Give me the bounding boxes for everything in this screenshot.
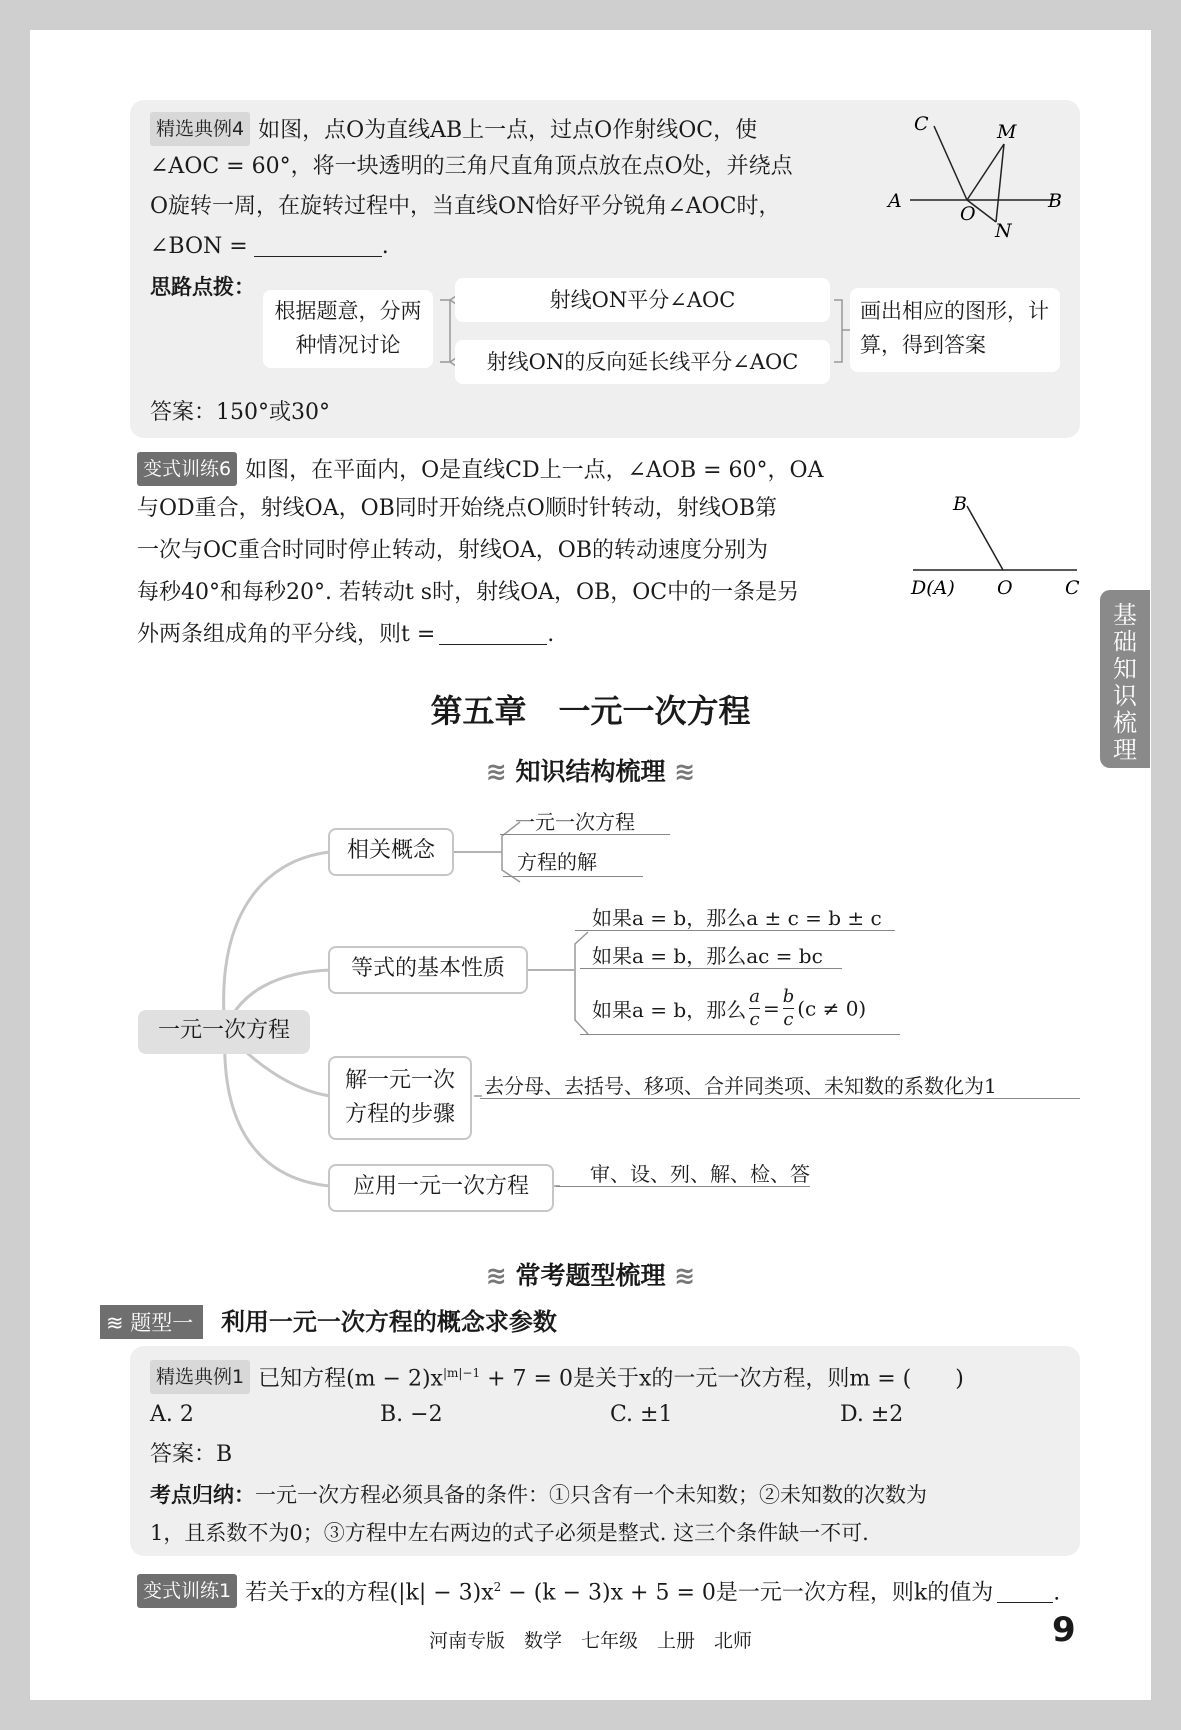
frac-equals: =	[762, 996, 780, 1021]
example4-text4: ∠BON =	[150, 234, 248, 259]
example4-text1: 如图，点O为直线AB上一点，过点O作射线OC，使	[258, 118, 758, 143]
frac-num: a	[749, 986, 760, 1007]
drill6-line4: 每秒40°和每秒20°. 若转动t s时，射线OA，OB，OC中的一条是另	[137, 580, 800, 605]
drill1-tag: 变式训练1	[137, 1574, 237, 1608]
example1-q-post: + 7 = 0是关于x的一元一次方程，则m = ( )	[480, 1366, 964, 1392]
fig-label-m: M	[997, 121, 1017, 143]
fraction-a-over-c	[749, 986, 760, 1031]
fig-label-a: A	[888, 190, 902, 212]
drill6-tag: 变式训练6	[137, 452, 237, 486]
hint-box-3: 射线ON的反向延长线平分∠AOC	[455, 340, 830, 384]
underline	[503, 876, 643, 877]
mindmap-node-properties[interactable]: 等式的基本性质	[328, 946, 528, 994]
drill1-blank[interactable]	[997, 1580, 1053, 1603]
summary-label: 考点归纳：	[150, 1483, 255, 1507]
property-3-suffix: (c ≠ 0)	[797, 996, 867, 1021]
example1-option-d[interactable]: D. ±2	[840, 1402, 904, 1427]
page-number: 9	[1052, 1610, 1076, 1650]
wave-icon: ≋	[485, 757, 507, 786]
section-heading-types	[0, 1256, 1181, 1292]
drill1-question	[137, 1572, 1060, 1608]
example1-answer: 答案：B	[150, 1442, 233, 1467]
drill6-text5-end: .	[547, 622, 555, 647]
steps-line1: 解一元一次	[344, 1068, 455, 1093]
drill6-line2: 与OD重合，射线OA，OB同时开始绕点O顺时针转动，射线OB第	[137, 496, 778, 521]
section2-label: 常考题型梳理	[515, 1261, 666, 1290]
mindmap-leaf-property-3	[592, 986, 866, 1031]
hint-label: 思路点拨：	[150, 275, 255, 299]
fig6-label-c: C	[1065, 577, 1080, 599]
frac-num: b	[782, 986, 795, 1007]
drill1-q-pre: 若关于x的方程(|k| − 3)x	[245, 1580, 494, 1606]
underline	[556, 1186, 810, 1187]
example1-option-b[interactable]: B. −2	[380, 1402, 443, 1427]
example1-q-pre: 已知方程(m − 2)x	[258, 1366, 443, 1392]
drill6-line3: 一次与OC重合时同时停止转动，射线OA，OB的转动速度分别为	[137, 538, 768, 563]
fig-label-c: C	[914, 113, 929, 135]
drill1-q-end: .	[1053, 1580, 1061, 1606]
example4-tag: 精选典例4	[150, 112, 250, 146]
fig6-label-b: B	[953, 493, 967, 515]
example1-option-a[interactable]: A. 2	[150, 1402, 194, 1427]
fig6-label-da: D(A)	[911, 577, 955, 599]
wave-icon: ≋	[106, 1311, 124, 1335]
footer-text: 河南专版 数学 七年级 上册 北师	[428, 1630, 752, 1652]
frac-den: c	[783, 1009, 794, 1030]
drill6-text5: 外两条组成角的平分线，则t =	[137, 622, 436, 647]
type1-badge	[100, 1305, 203, 1339]
mindmap-node-concepts[interactable]: 相关概念	[328, 828, 454, 876]
example1-tag: 精选典例1	[150, 1360, 250, 1394]
example1-question	[150, 1358, 964, 1394]
type1-tag: 题型一	[130, 1311, 194, 1335]
mindmap-node-steps[interactable]	[328, 1056, 472, 1140]
fig-label-n: N	[995, 220, 1012, 242]
type1-heading	[100, 1302, 557, 1339]
wave-icon: ≋	[674, 1261, 696, 1290]
mindmap-leaf-application: 审、设、列、解、检、答	[590, 1162, 810, 1186]
mindmap-node-application[interactable]: 应用一元一次方程	[328, 1164, 554, 1212]
example4-answer: 答案：150°或30°	[150, 400, 330, 425]
hint-box-4: 画出相应的图形，计算，得到答案	[850, 288, 1060, 372]
type1-title: 利用一元一次方程的概念求参数	[220, 1308, 557, 1336]
drill6-text1: 如图，在平面内，O是直线CD上一点，∠AOB = 60°，OA	[245, 458, 824, 483]
steps-line2: 方程的步骤	[344, 1102, 455, 1127]
section1-label: 知识结构梳理	[515, 757, 666, 786]
example4-text4-end: .	[381, 234, 389, 259]
drill1-q-sup: 2	[493, 1580, 502, 1594]
example1-summary-2: 1，且系数不为0；③方程中左右两边的式子必须是整式. 这三个条件缺一不可.	[150, 1521, 869, 1545]
fig-label-b: B	[1048, 190, 1062, 212]
property-3-prefix: 如果a = b，那么	[592, 998, 747, 1022]
chapter-title: 第五章 一元一次方程	[430, 692, 751, 730]
frac-den: c	[749, 1009, 760, 1030]
underline	[580, 1034, 900, 1035]
underline	[480, 1098, 1080, 1099]
mindmap-leaf-steps: 去分母、去括号、移项、合并同类项、未知数的系数化为1	[484, 1074, 997, 1098]
mindmap-leaf-property-2: 如果a = b，那么ac = bc	[592, 944, 823, 968]
mindmap-leaf-solution: 方程的解	[517, 850, 597, 874]
hint-box-2: 射线ON平分∠AOC	[455, 278, 830, 322]
example4-line3: O旋转一周，在旋转过程中，当直线ON恰好平分锐角∠AOC时，	[150, 194, 781, 219]
fig-label-o: O	[960, 203, 976, 225]
example1-q-sup: |m|−1	[442, 1366, 481, 1380]
drill1-q-post: − (k − 3)x + 5 = 0是一元一次方程，则k的值为	[501, 1580, 994, 1606]
mindmap-root[interactable]: 一元一次方程	[138, 1010, 310, 1054]
underline	[580, 968, 842, 969]
wave-icon: ≋	[674, 757, 696, 786]
underline	[575, 930, 895, 931]
fraction-b-over-c	[783, 986, 795, 1031]
hint-box-1: 根据题意，分两种情况讨论	[263, 290, 433, 368]
mindmap-leaf-property-1: 如果a = b，那么a ± c = b ± c	[592, 906, 882, 930]
example1-summary-1	[150, 1480, 927, 1510]
summary-text1: 一元一次方程必须具备的条件：①只含有一个未知数；②未知数的次数为	[255, 1483, 927, 1507]
mindmap-leaf-equation: 一元一次方程	[515, 810, 635, 834]
wave-icon: ≋	[485, 1261, 507, 1290]
underline	[500, 834, 670, 835]
side-tab-label: 基础知识梳理	[1113, 601, 1137, 764]
example4-line2: ∠AOC = 60°，将一块透明的三角尺直角顶点放在点O处，并绕点	[150, 154, 793, 179]
example1-option-c[interactable]: C. ±1	[610, 1402, 673, 1427]
fig6-label-o: O	[997, 577, 1013, 599]
